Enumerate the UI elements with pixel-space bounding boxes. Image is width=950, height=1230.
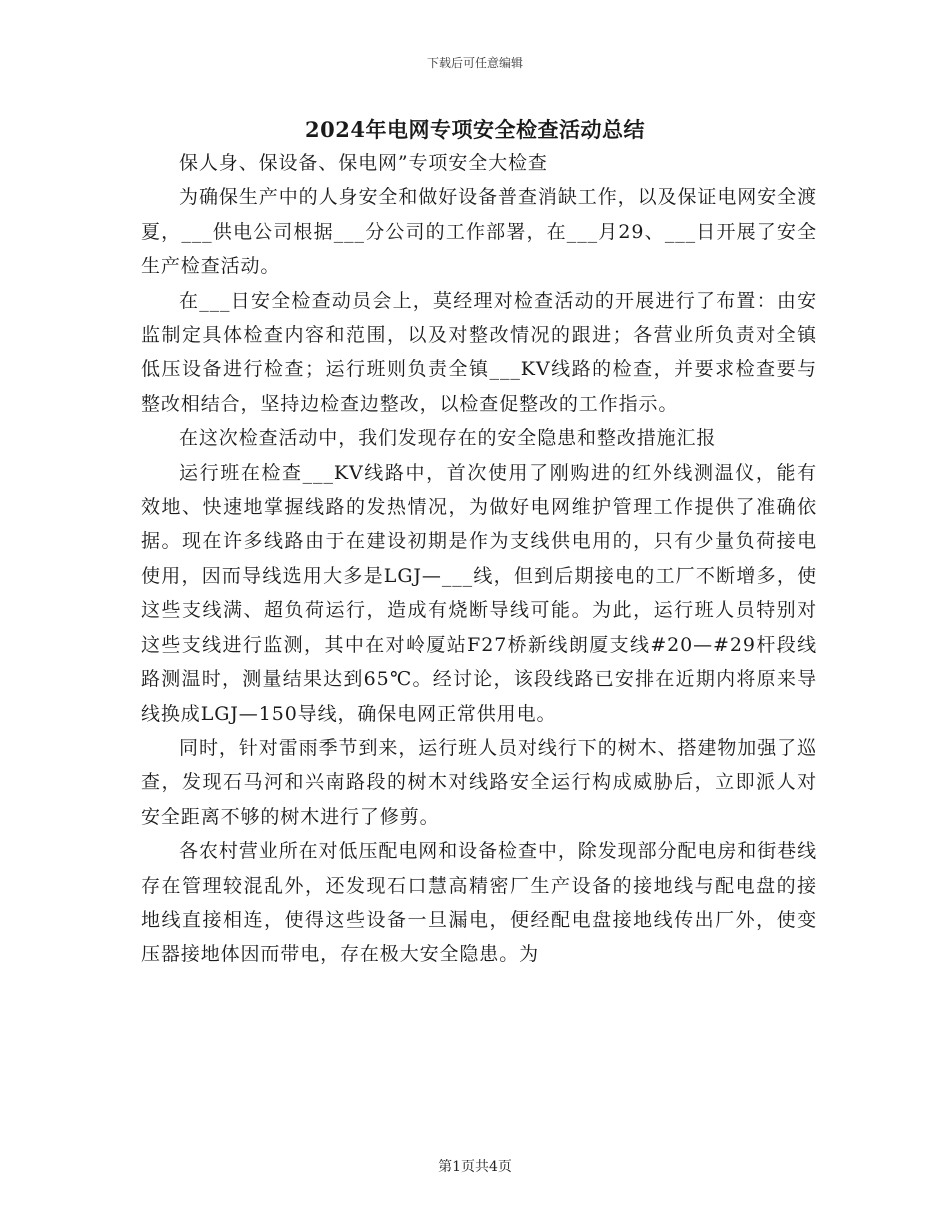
paragraph-6: 同时，针对雷雨季节到来，运行班人员对线行下的树木、搭建物加强了巡查，发现石马河和兴南路段的树木对线路安全运行构成威胁后，立即派人对安全距离不够的树木进行了修剪。 xyxy=(141,736,817,828)
paragraph-2: 为确保生产中的人身安全和做好设备普查消缺工作，以及保证电网安全渡夏，___供电公司根据___分公司的工作部署，在___月29、___日开展了安全生产检查活动。 xyxy=(141,186,817,278)
paragraph-7: 各农村营业所在对低压配电网和设备检查中，除发现部分配电房和街巷线存在管理较混乱外，还发现石口慧高精密厂生产设备的接地线与配电盘的接地线直接相连，使得这些设备一旦漏电，便经配电盘接地线传出厂外，使变压器接地体因而带电，存在极大安全隐患。为 xyxy=(141,840,817,966)
header-note: 下载后可任意编辑 xyxy=(426,56,523,70)
paragraph-1: 保人身、保设备、保电网”专项安全大检查 xyxy=(179,152,548,174)
paragraph-5: 运行班在检查___KV线路中，首次使用了刚购进的红外线测温仪，能有效地、快速地掌握线路的发热情况，为做好电网维护管理工作提供了准确依据。现在许多线路由于在建设初期是作为支线供电用的，只有少量负荷接电使用，因而导线选用大多是LGJ—___线，但到后期接电的工厂不断增多，使这些支线满、超负荷运行，造成有烧断导线可能。为此，运行班人员特别对这些支线进行监测，其中在对岭厦站F27桥新线朗厦支线#20—#29杆段线路测温时，测量结果达到65℃。经讨论，该段线路已安排在近期内将原来导线换成LGJ—150导线，确保电网正常供用电。 xyxy=(141,461,817,725)
document-body xyxy=(141,146,817,972)
document-title: 2024年电网专项安全检查活动总结 xyxy=(305,117,645,142)
paragraph-4: 在这次检查活动中，我们发现存在的安全隐患和整改措施汇报 xyxy=(179,427,717,450)
page-number: 第1页共4页 xyxy=(438,1159,512,1175)
paragraph-3: 在___日安全检查动员会上，莫经理对检查活动的开展进行了布置：由安监制定具体检查内容和范围，以及对整改情况的跟进；各营业所负责对全镇低压设备进行检查；运行班则负责全镇___KV线路的检查，并要求检查要与整改相结合，坚持边检查边整改，以检查促整改的工作指示。 xyxy=(141,289,817,415)
